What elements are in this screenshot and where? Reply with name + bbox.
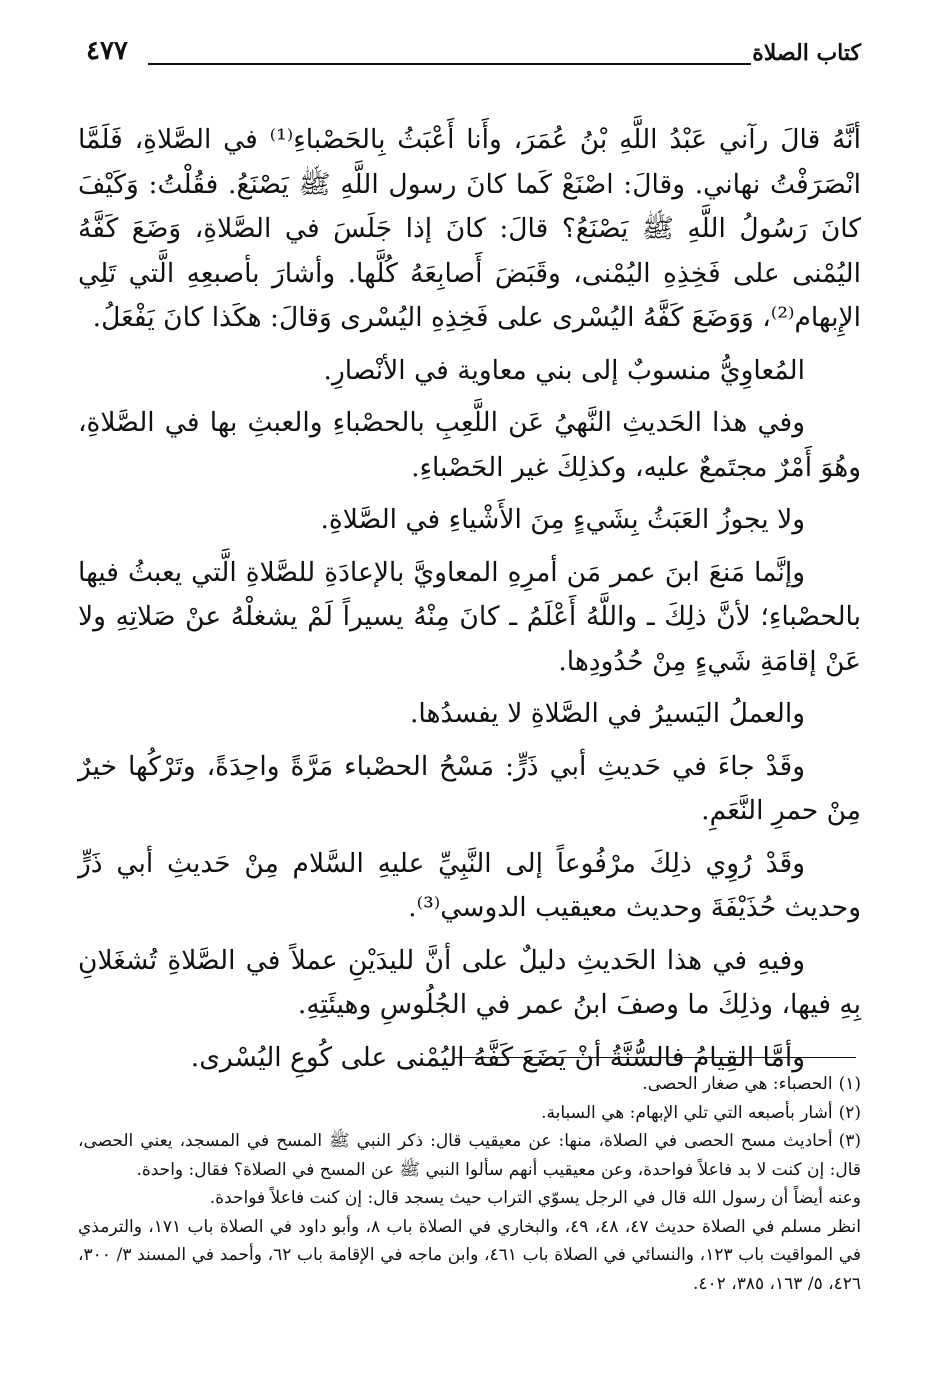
main-text xyxy=(78,118,861,1088)
footnote-number: (٢) xyxy=(838,1102,861,1123)
footnote-separator xyxy=(454,1057,856,1058)
running-header-title: كتاب الصلاة xyxy=(752,40,861,66)
footnotes xyxy=(78,1070,861,1298)
footnote-continuation: انظر مسلم في الصلاة حديث ٤٧، ٤٨، ٤٩، والبخاري في الصلاة باب ٨، وأبو داود في الصلاة باب ١٧١، والترمذي في المواقيت باب ١٢٣، والنسائي في الصلاة باب ٤٦١، وابن ماجه في الإقامة باب ٦٢، وأحمد في المسند ٣/ ٣٠٠، ٤٢٦، ٥/ ١٦٣، ٣٨٥، ٤٠٢. xyxy=(78,1216,862,1294)
footnote xyxy=(78,1070,861,1099)
paragraph: والعملُ اليَسيرُ في الصَّلاةِ لا يفسدُها. xyxy=(409,698,805,729)
footnote-text: أشار بأصبعه التي تلي الإبهام: هي السبابة. xyxy=(541,1102,833,1123)
footnote-text: الحصباء: هي صغار الحصى. xyxy=(642,1074,833,1094)
footnote-continuation: وعنه أيضاً أن رسول الله قال في الرجل يسوّي التراب حيث يسجد قال: إن كنت فاعلاً فواحدة. xyxy=(209,1188,861,1208)
paragraph: وإنَّما مَنعَ ابنَ عمر مَن أمرِهِ المعاويَّ بالإعادَةِ للصَّلاةِ الَّتي يعبثُ فيها بالحصْباءِ؛ لأنَّ ذلِكَ ـ واللَّهُ أَعْلَمُ ـ كانَ مِنْهُ يسيراً لَمْ يشغلْهُ عنْ صَلاتِهِ ولا عَنْ إقامَةِ شَيءٍ مِنْ حُدُودِها. xyxy=(78,556,861,677)
paragraph: ولا يجوزُ العَبَثُ بِشَيءٍ مِنَ الأَشْياءِ في الصَّلاةِ. xyxy=(320,504,805,535)
paragraph: وفي هذا الحَديثِ النَّهيُ عَن اللَّعِبِ بالحصْباءِ والعبثِ بها في الصَّلاةِ، وهُوَ أَمْرٌ مجتَمعٌ عليه، وكذلِكَ غير الحَصْباءِ. xyxy=(78,407,861,483)
footnote-text: أحاديث مسح الحصى في الصلاة، منها: عن معيقيب قال: ذكر النبي ﷺ المسح في المسجد، يعني الحصى، قال: إن كنت لا بد فاعلاً فواحدة، وعن معيقيب أنهم سألوا النبي ﷺ عن المسح في الصلاة؟ فقال: واحدة. xyxy=(78,1131,861,1180)
paragraph: المُعاوِيُّ منسوبٌ إلى بني معاوية في الأنْصارِ. xyxy=(323,354,805,386)
paragraph: وقَدْ رُوِي ذلِكَ مرْفُوعاً إلى النَّبِيِّ عليهِ السَّلام مِنْ حَديثِ أبي ذَرٍّ وحديث حُذَيْفَةَ وحديث معيقيب الدوسي⁽³⁾. xyxy=(78,847,861,923)
paragraph: وقَدْ جاءَ في حَديثِ أبي ذَرٍّ: مَسْحُ الحصْباء مَرَّةً واحِدَةً، وتَرْكُها خيرٌ مِنْ حمرِ النَّعَمِ. xyxy=(78,750,861,826)
paragraph: أنَّهُ قالَ رآني عَبْدُ اللَّهِ بْنُ عُمَرَ، وأَنا أَعْبَثُ بِالحَصْباءِ⁽¹⁾ في الصَّلاةِ، فَلَمَّا انْصَرَفْتُ نهاني. وقالَ: اصْنَعْ كَما كانَ رسول اللَّهِ ﷺ يَصْنَعُ. فقُلْتُ: وَكَيْفَ كانَ رَسُولُ اللَّهِ ﷺ يَصْنَعُ؟ قالَ: كانَ إذا جَلَسَ في الصَّلاةِ، وَضَعَ كَفَّهُ اليُمْنى على فَخِذِهِ اليُمْنى، وقَبَضَ أَصابِعَهُ كُلَّها. وأشارَ بأصبعِهِ الَّتي تَلِي الإِبهام⁽²⁾، وَوَضَعَ كَفَّهُ اليُسْرى على فَخِذِهِ اليُسْرى وَقالَ: هكَذا كانَ يَفْعَلُ. xyxy=(78,124,861,333)
paragraph: وفيهِ في هذا الحَديثِ دليلٌ على أنَّ لليدَيْنِ عملاً في الصَّلاةِ تُشغَلانِ بِهِ فيها، وذلِكَ ما وصفَ ابنُ عمر في الجُلُوسِ وهيئَتِهِ. xyxy=(78,944,861,1020)
paragraph: وأمَّا القِيامُ فالسُّنَّةُ أنْ يَضَعَ كَفَّهُ اليُمْنى على كُوعِ اليُسْرى. xyxy=(190,1041,805,1073)
footnote-number: (١) xyxy=(838,1074,861,1094)
header-rule xyxy=(148,63,751,65)
page-number: ٤٧٧ xyxy=(86,36,128,66)
footnote xyxy=(78,1099,861,1128)
footnote xyxy=(78,1127,861,1184)
footnote-number: (٣) xyxy=(838,1131,861,1151)
